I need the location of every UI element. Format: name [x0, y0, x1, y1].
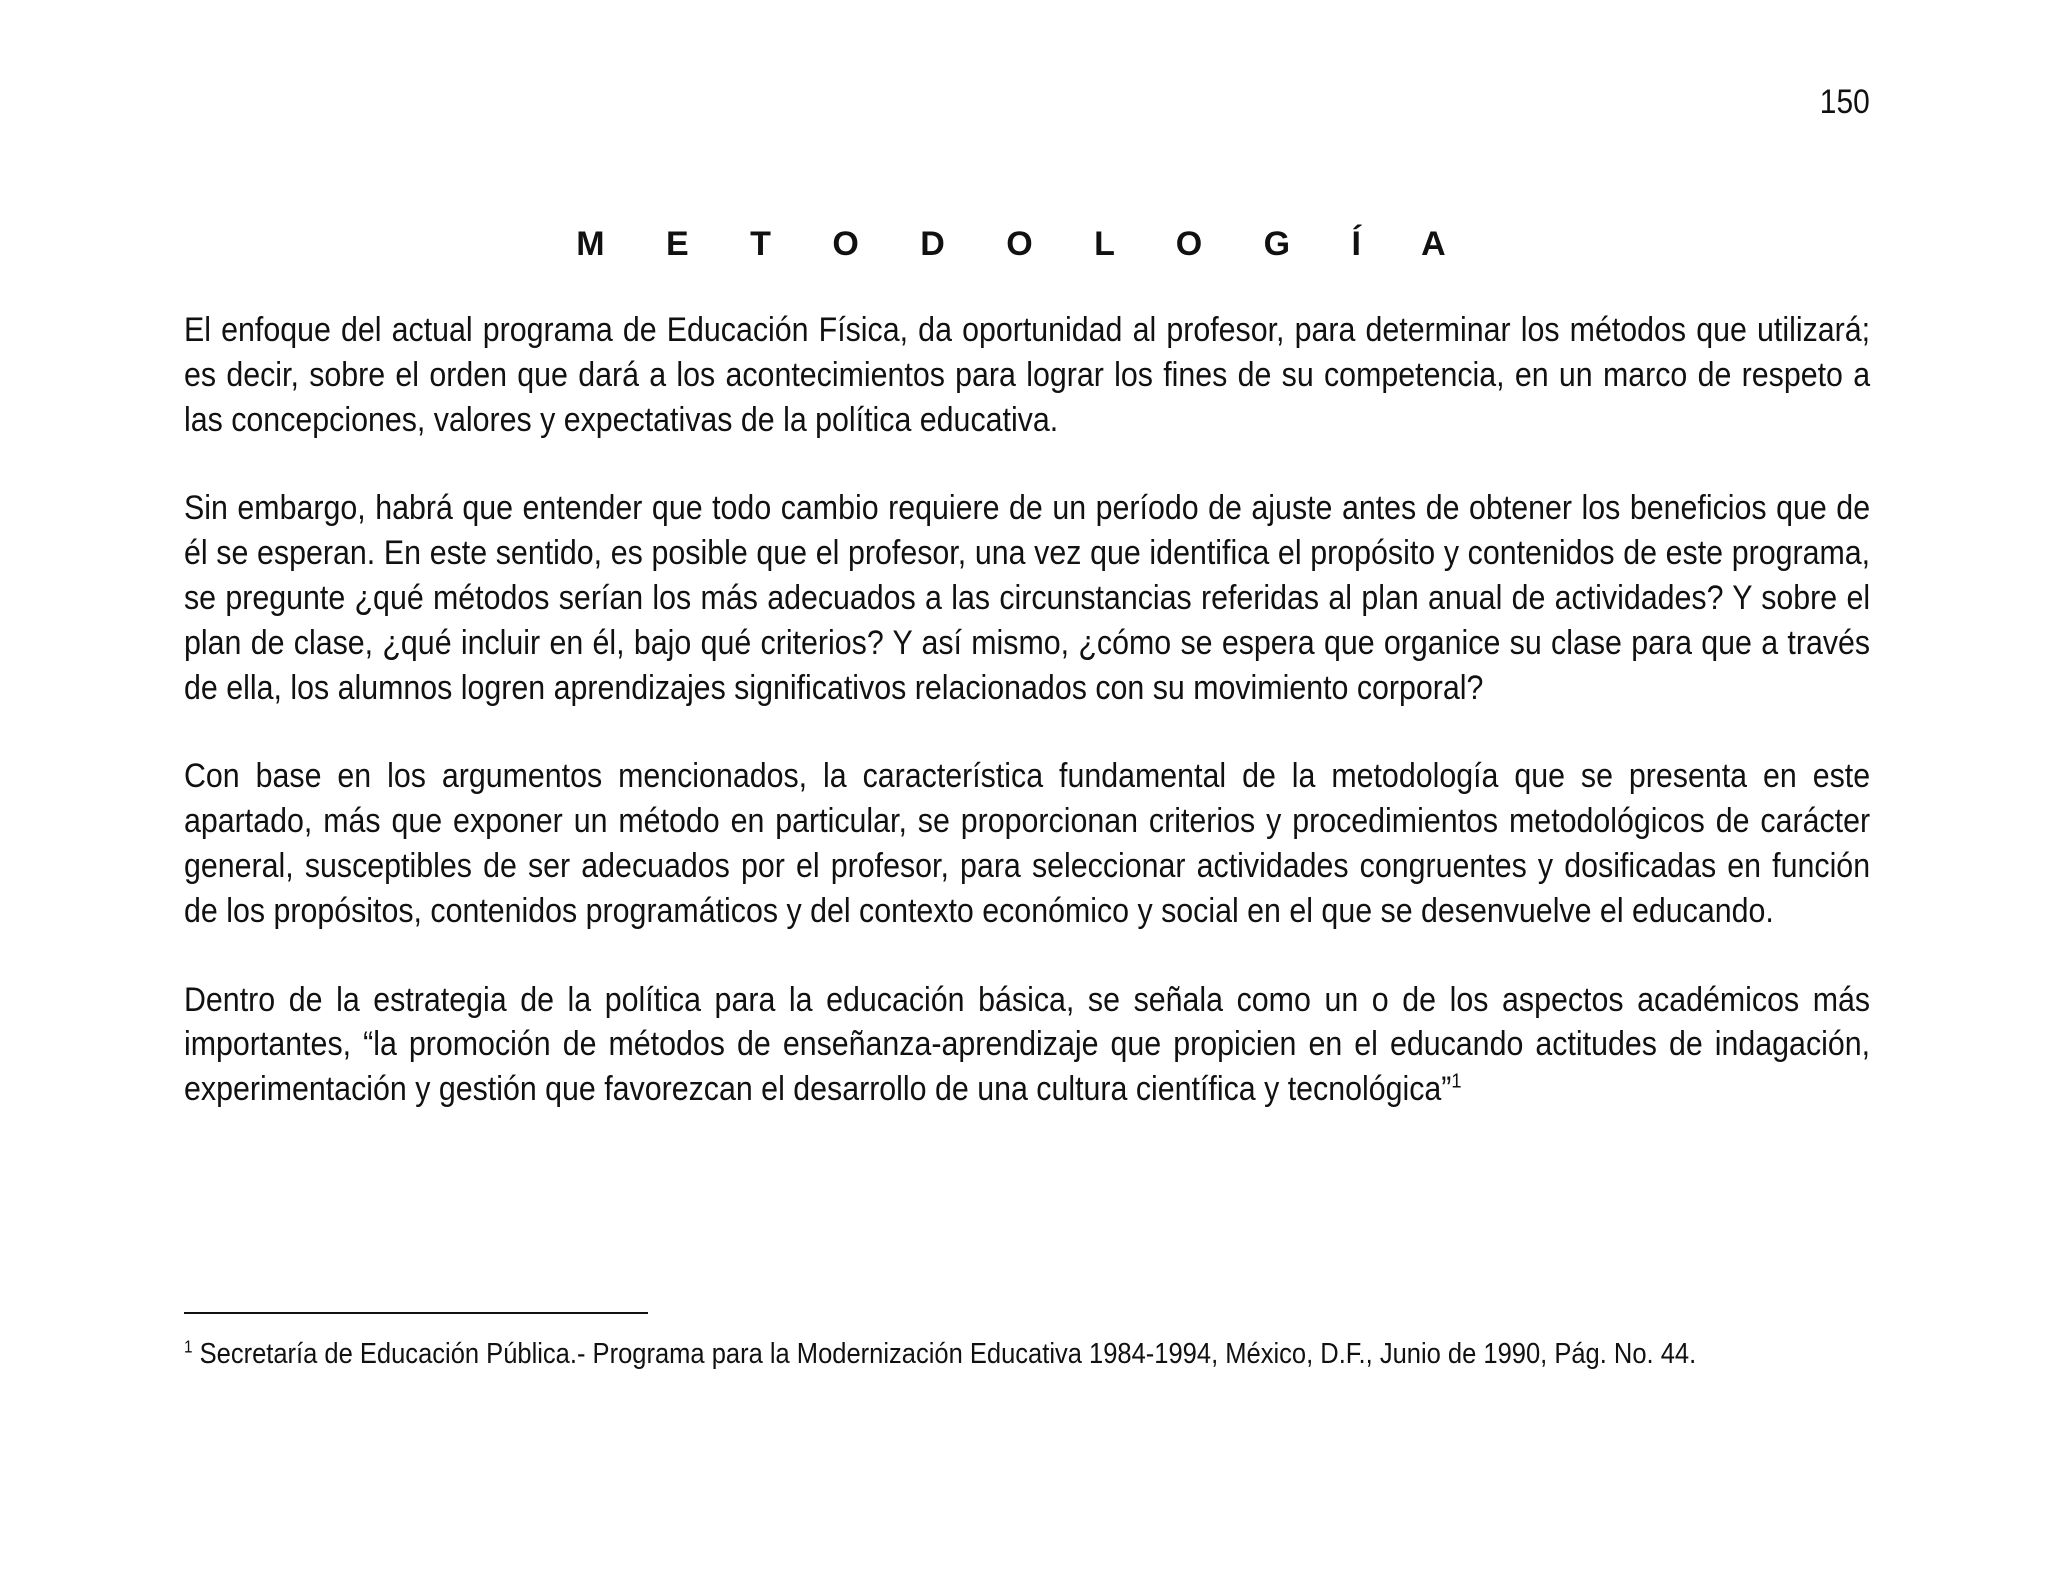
footnote-marker: 1	[184, 1336, 193, 1357]
footnote-text: Secretaría de Educación Pública.- Programa para la Modernización Educativa 1984-1994, México, D.F., Junio de 1990, Pág. No. 44.	[199, 1338, 1697, 1370]
body-text	[184, 308, 1870, 1156]
paragraph-4-text: Dentro de la estrategia de la política para la educación básica, se señala como un o de los aspectos académicos más importantes, “la promoción de métodos de enseñanza-aprendizaje que propicien en el educando actitudes de indagación, experimentación y gestión que favorezcan el desarrollo de una cultura científica y tecnológica”	[184, 980, 1871, 1109]
paragraph-1: El enfoque del actual programa de Educación Física, da oportunidad al profesor, para determinar los métodos que utilizará; es decir, sobre el orden que dará a los acontecimientos para lograr los fines de su competencia, en un marco de respeto a las concepciones, valores y expectativas de la política educativa.	[184, 311, 1871, 439]
paragraph-2: Sin embargo, habrá que entender que todo cambio requiere de un período de ajuste antes de obtener los beneficios que de él se esperan. En este sentido, es posible que el profesor, una vez que identifica el propósito y contenidos de este programa, se pregunte ¿qué métodos serían los más adecuados a las circunstancias referidas al plan anual de actividades? Y sobre el plan de clase, ¿qué incluir en él, bajo qué criterios? Y así mismo, ¿cómo se espera que organice su clase para que a través de ella, los alumnos logren aprendizajes significativos relacionados con su movimiento corporal?	[184, 489, 1871, 707]
footnote-reference: 1	[1451, 1069, 1462, 1093]
paragraph-3: Con base en los argumentos mencionados, la característica fundamental de la metodología que se presenta en este apartado, más que exponer un método en particular, se proporcionan criterios y procedimientos metodológicos de carácter general, susceptibles de ser adecuados por el profesor, para seleccionar actividades congruentes y dosificadas en función de los propósitos, contenidos programáticos y del contexto económico y social en el que se desenvuelve el educando.	[184, 757, 1871, 930]
footnote-divider	[184, 1312, 648, 1314]
page-number: 150	[1820, 83, 1870, 121]
footnote	[184, 1336, 1696, 1372]
paragraph-4	[184, 978, 1870, 1112]
section-title: M E T O D O L O G Í A	[576, 225, 1472, 263]
